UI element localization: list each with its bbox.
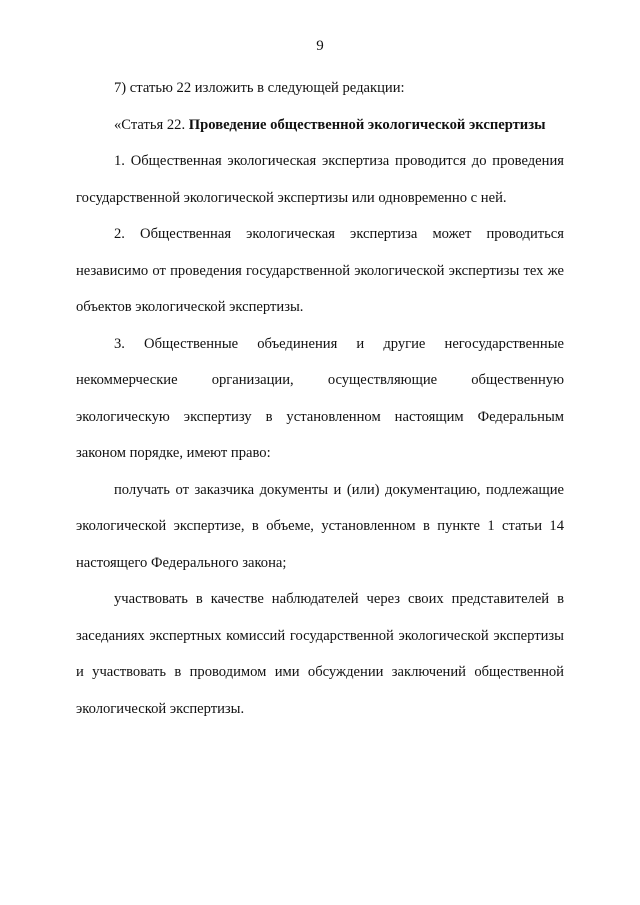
article-title: Проведение общественной экологической экспертизы — [188, 116, 546, 133]
document-body — [76, 70, 564, 727]
article-prefix: «Статья 22. — [114, 116, 186, 133]
paragraph-2: 2. Общественная экологическая экспертиза может проводиться независимо от проведения государственной экологической экспертизы тех же объектов экологической экспертизы. — [76, 226, 564, 315]
article-heading — [76, 107, 564, 144]
paragraph-3-item-2: участвовать в качестве наблюдателей через своих представителей в заседаниях экспертных комиссий государственной экологической экспертизы и участвовать в проводимом ими обсуждении заключений общественной экологической экспертизы. — [76, 591, 564, 717]
paragraph-3: 3. Общественные объединения и другие негосударственные некоммерческие организации, осуществляющие общественную экологическую экспертизу в установленном настоящим Федеральным законом порядке, имеют право: — [76, 335, 564, 461]
page-number: 9 — [316, 38, 324, 54]
paragraph-1: 1. Общественная экологическая экспертиза проводится до проведения государственной экологической экспертизы или одновременно с ней. — [76, 153, 564, 206]
paragraph-3-item-1: получать от заказчика документы и (или) документацию, подлежащие экологической экспертизе, в объеме, установленном в пункте 1 статьи 14 настоящего Федерального закона; — [76, 481, 564, 571]
amendment-intro: 7) статью 22 изложить в следующей редакции: — [114, 80, 405, 96]
